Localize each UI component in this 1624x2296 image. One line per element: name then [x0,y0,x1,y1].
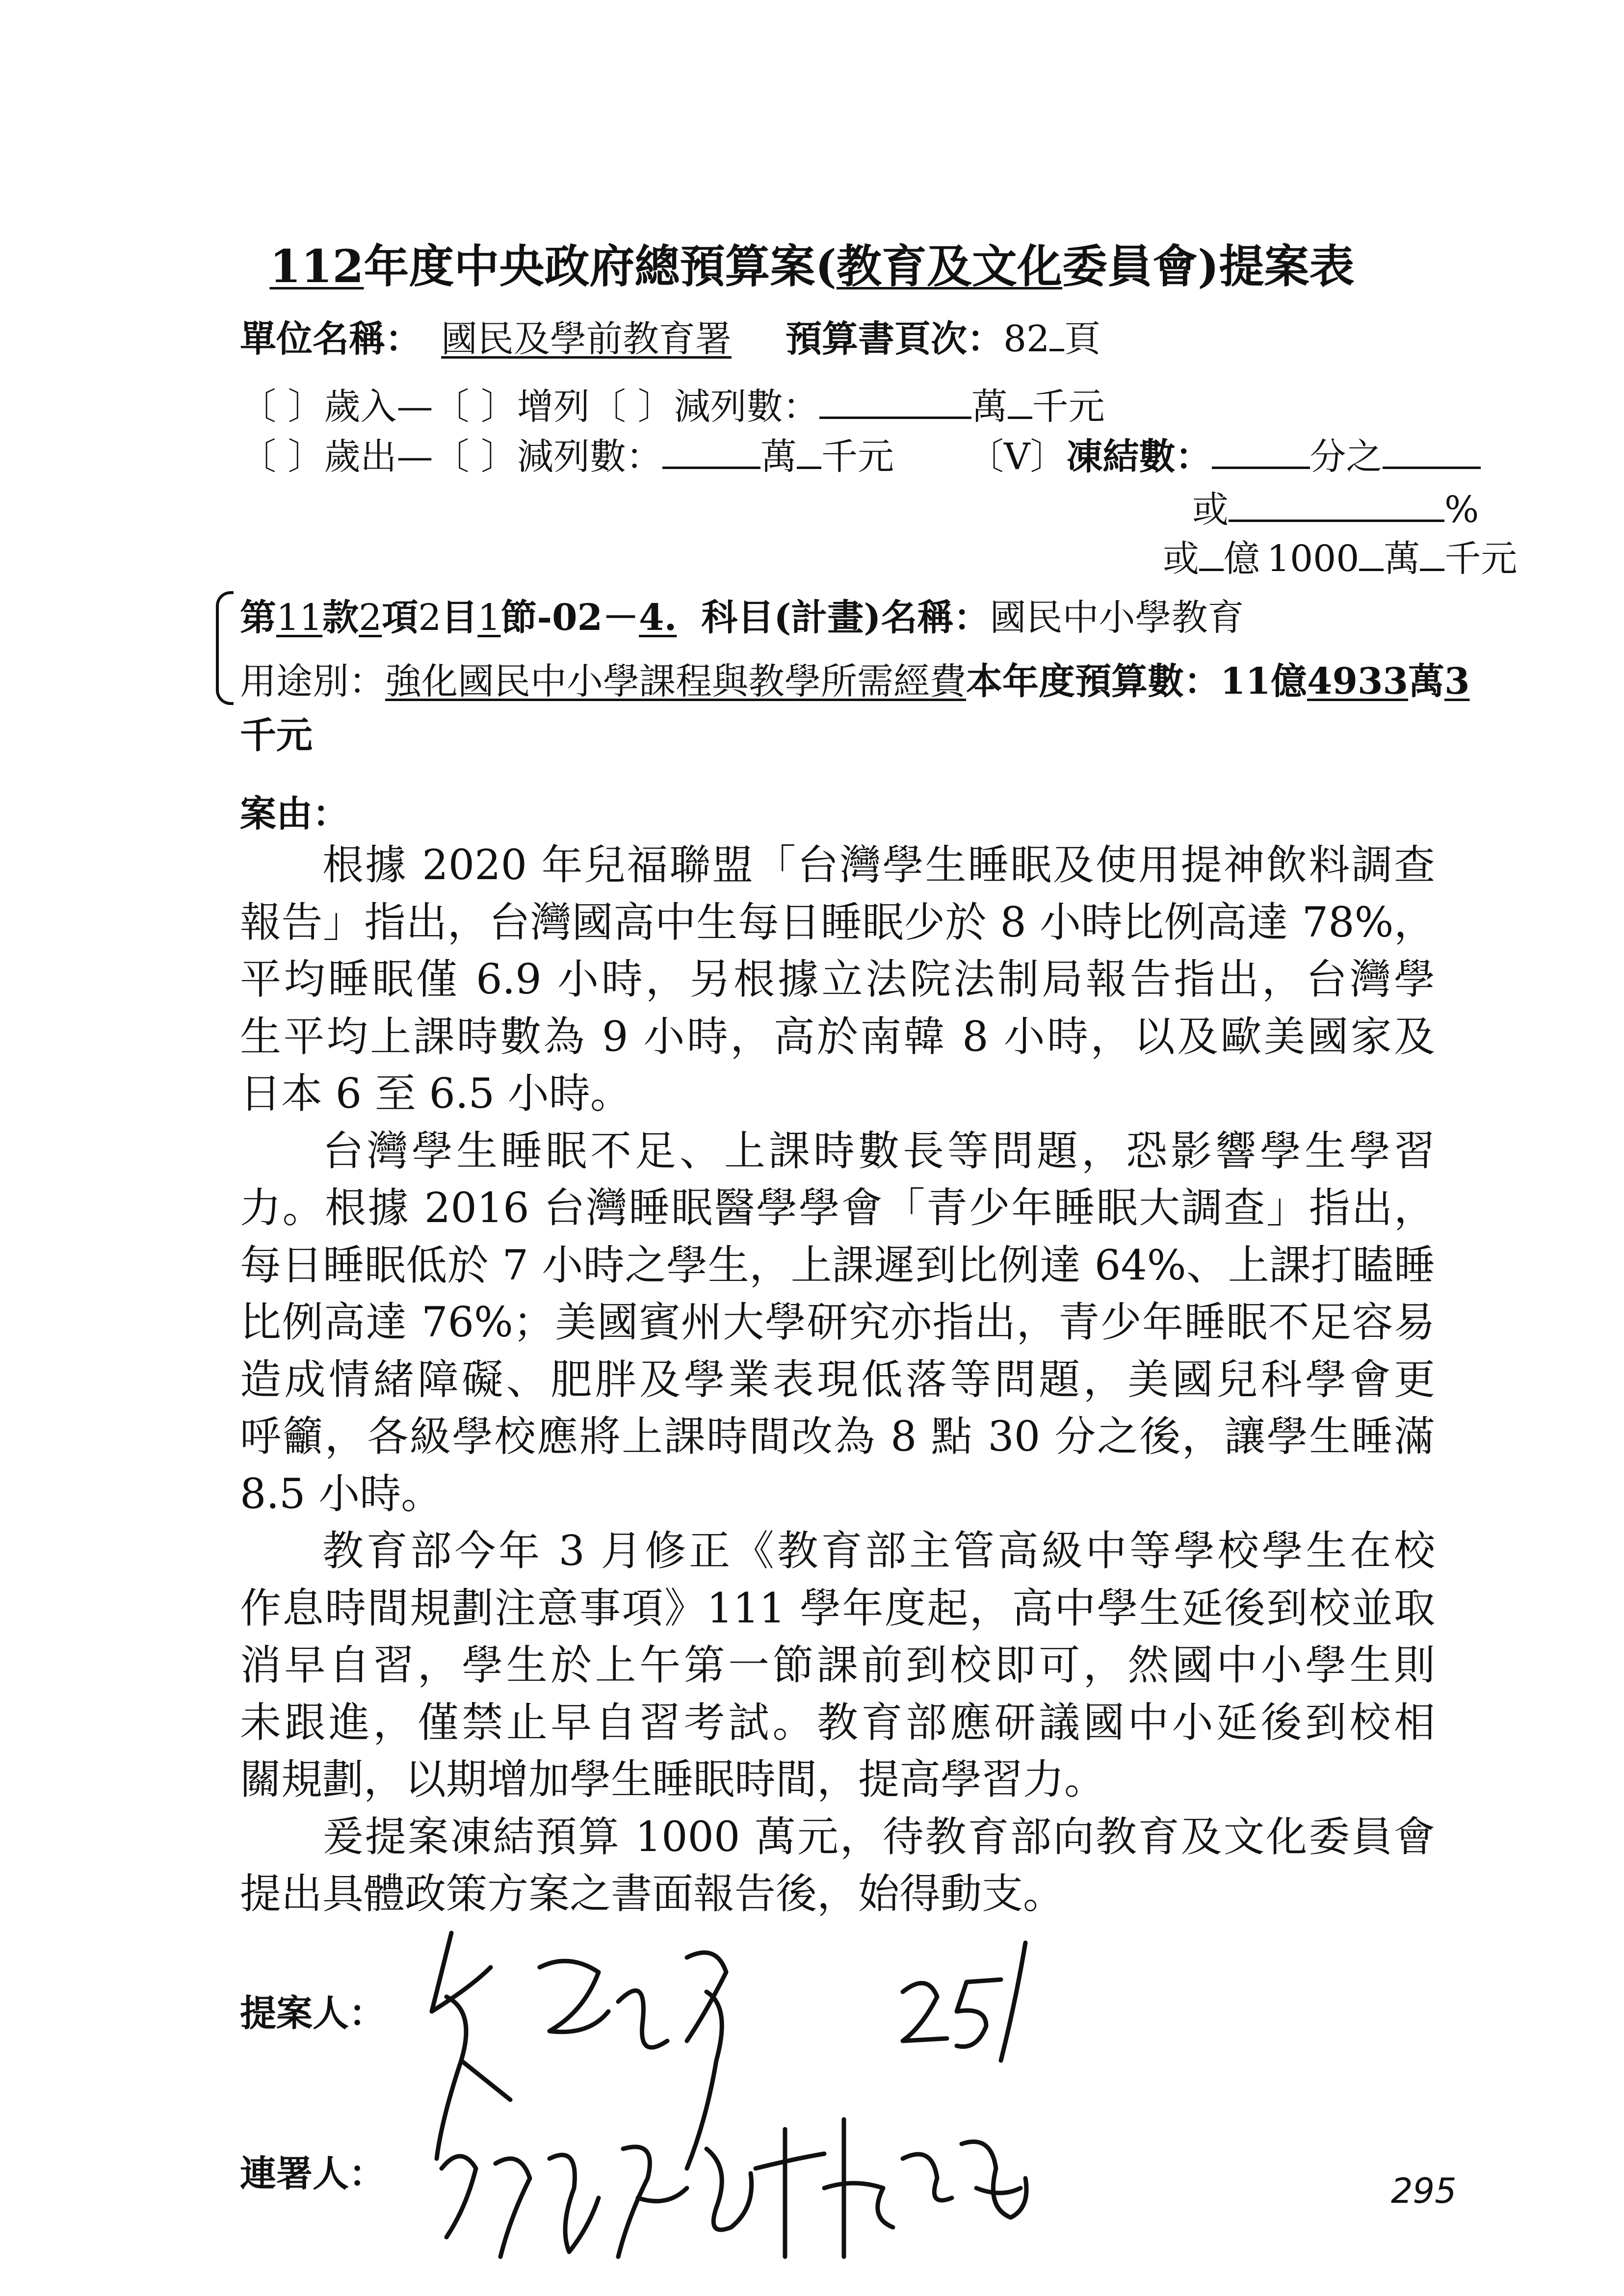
page-label: 預算書頁次： [786,318,1003,360]
freeze-amount: 1000 [1267,538,1360,580]
sub-number: 4. [639,597,677,639]
usage-value: 強化國民中小學課程與教學所需經費 [385,660,966,703]
unit-wan: 萬 [1408,660,1444,703]
item-text: 目 [441,597,478,639]
unit-line [240,310,1100,362]
expense-options: 〔 〕歲出—〔 〕減列數： [240,436,663,478]
freeze-label: 凍結數： [1066,436,1212,478]
budget-wan: 4933 [1307,660,1408,703]
handwritten-number-251 [903,1943,1025,2061]
cosigner-signature-2 [756,2119,1026,2257]
paragraph-line: 呼籲，各級學校應將上課時間改為 8 點 30 分之後，讓學生睡滿 [240,1412,1435,1461]
budget-label: 本年度預算數： [966,660,1220,703]
usage-qian-label: 千元 [240,714,313,757]
paragraph-line: 造成情緒障礙、肥胖及學業表現低落等問題，美國兒科學會更 [240,1355,1435,1404]
kuan-number: 11 [276,597,323,639]
unit-wan: 萬 [1384,538,1420,580]
proposer-label: 提案人： [240,1992,385,2035]
unit-yi: 億 [1224,538,1260,580]
jie-number: 1 [477,597,501,639]
paragraph-line: 爰提案凍結預算 1000 萬元，待教育部向教育及文化委員會 [322,1812,1435,1861]
unit-wan: 萬 [971,386,1008,428]
form-title [0,231,1624,295]
freeze-checkbox: 〔V〕 [968,436,1067,478]
usage-line [240,652,1469,704]
paragraph-line: 關規劃，以期增加學生睡眠時間，提高學習力。 [240,1755,1106,1803]
cosigner-signature-1 [442,2147,752,2257]
budget-item-line [240,589,1244,641]
budget-yi: 11 [1220,660,1271,703]
proposer-signature [432,1933,726,2168]
reason-label: 案由： [240,793,349,835]
percent-sign: % [1444,489,1479,531]
freeze-amount-line [1163,530,1517,582]
income-options: 〔 〕歲入—〔 〕增列〔 〕減列數： [240,386,819,428]
paragraph-line: 作息時間規劃注意事項》111 學年度起，高中學生延後到校並取 [240,1584,1435,1632]
income-line [240,378,1105,430]
paragraph-line: 生平均上課時數為 9 小時，高於南韓 8 小時，以及歐美國家及 [240,1012,1435,1061]
title-text: 年度中央政府總預算案( [364,240,837,293]
blank [819,384,971,419]
xiang-number: 2 [359,597,382,639]
mu-number: 2 [418,597,442,639]
item-text: 第 [240,597,276,639]
budget-page: 82 [1003,318,1050,360]
handwritten-signatures [412,1913,1457,2296]
unit-qian: 千元 [821,436,894,478]
expense-line [240,428,1481,480]
fiscal-year: 112 [269,240,364,293]
fraction-label: 分之 [1310,436,1383,478]
budget-qian: 3 [1444,660,1470,703]
title-text-end: 委員會)提案表 [1062,240,1355,293]
paragraph-line: 台灣學生睡眠不足、上課時數長等問題，恐影響學生學習 [322,1126,1435,1175]
paragraph-line: 報告」指出，台灣國高中生每日睡眠少於 8 小時比例高達 78%， [240,898,1435,946]
subject-label: 科目(計畫)名稱： [701,597,990,639]
committee-name: 教育及文化 [837,240,1063,293]
paragraph-line: 平均睡眠僅 6.9 小時，另根據立法院法制局報告指出，台灣學 [240,955,1435,1003]
page-suffix: 頁 [1064,318,1101,360]
bracket [216,591,234,705]
unit-wan: 萬 [760,436,797,478]
paragraph-line: 教育部今年 3 月修正《教育部主管高級中等學校學生在校 [322,1527,1435,1575]
unit-label: 單位名稱： [240,318,421,360]
item-text: 節-02－ [500,597,639,639]
page-number: 295 [1391,2171,1457,2211]
or-label: 或 [1163,538,1199,580]
paragraph-line: 8.5 小時。 [240,1469,443,1518]
paragraph-line: 力。根據 2016 台灣睡眠醫學學會「青少年睡眠大調查」指出， [240,1184,1435,1232]
paragraph-line: 每日睡眠低於 7 小時之學生，上課遲到比例達 64%、上課打瞌睡 [240,1241,1435,1289]
reason-body [240,836,1435,1923]
unit-yi: 億 [1270,660,1307,703]
cosigner-label: 連署人： [240,2153,385,2195]
item-text: 項 [382,597,419,639]
paragraph-line: 未跟進，僅禁止早自習考試。教育部應研議國中小延後到校相 [240,1698,1435,1747]
item-text: 款 [322,597,359,639]
subject-name: 國民中小學教育 [990,597,1244,639]
usage-label: 用途別： [240,660,385,703]
unit-name: 國民及學前教育署 [441,318,732,360]
unit-qian: 千元 [1032,386,1105,428]
or-label: 或 [1192,489,1229,531]
paragraph-line: 消早自習，學生於上午第一節課前到校即可，然國中小學生則 [240,1641,1435,1689]
paragraph-line: 日本 6 至 6.5 小時。 [240,1070,631,1118]
paragraph-line: 提出具體政策方案之書面報告後，始得動支。 [240,1870,1065,1918]
freeze-percent-line [1192,481,1479,533]
unit-qian: 千元 [1444,538,1518,580]
paragraph-line: 比例高達 76%；美國賓州大學研究亦指出，青少年睡眠不足容易 [240,1298,1435,1346]
paragraph-line: 根據 2020 年兒福聯盟「台灣學生睡眠及使用提神飲料調查 [322,841,1435,889]
